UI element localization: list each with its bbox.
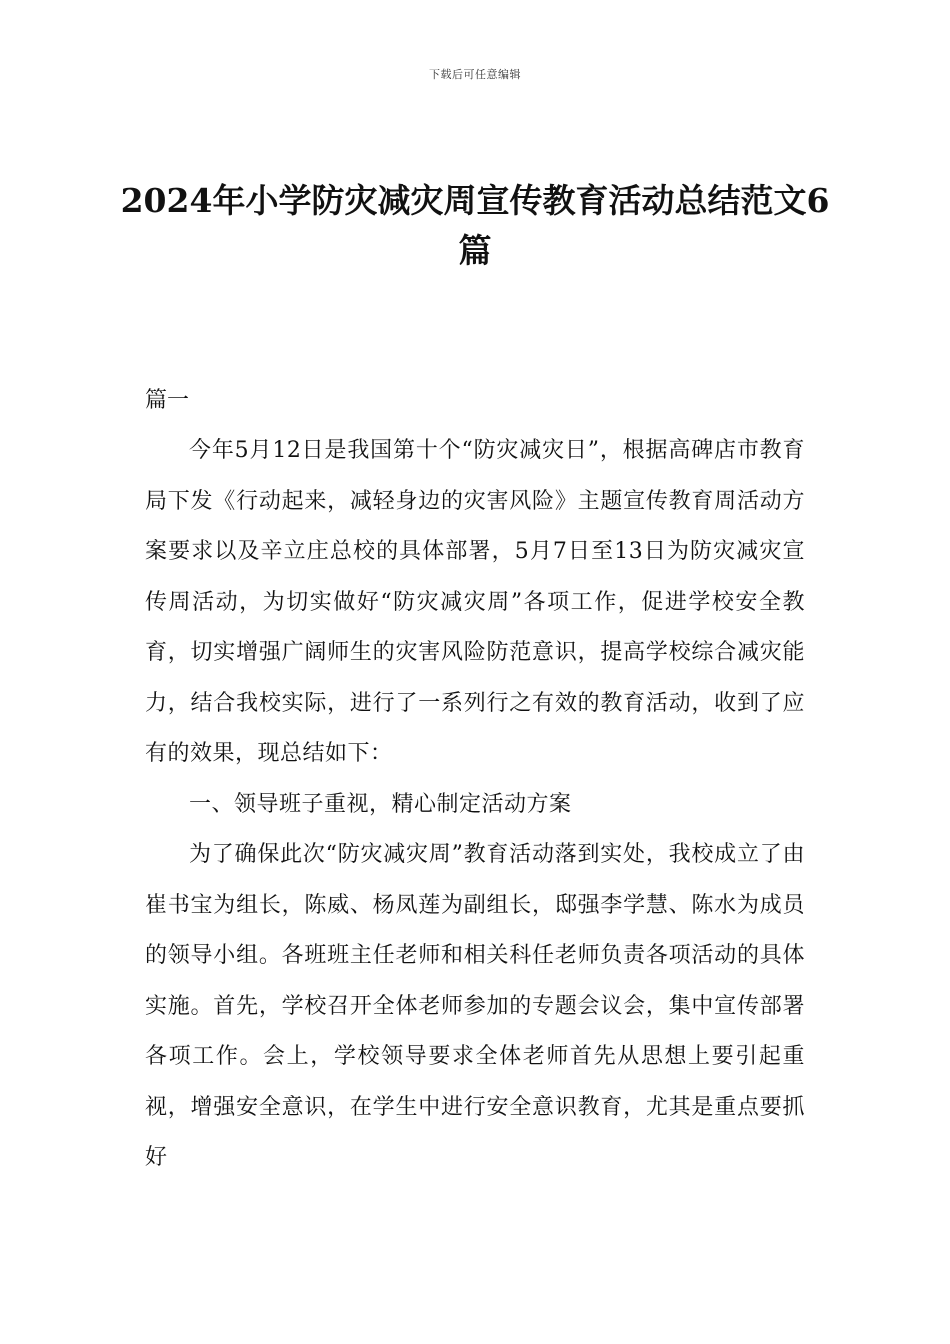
paragraph-intro: 今年5月12日是我国第十个“防灾减灾日”，根据高碑店市教育局下发《行动起来，减轻身边的灾害风险》主题宣传教育周活动方案要求以及辛立庄总校的具体部署，5月7日至13日为防灾减灾宣传周活动，为切实做好“防灾减灾周”各项工作，促进学校安全教育，切实增强广阔师生的灾害风险防范意识，提高学校综合减灾能力，结合我校实际，进行了一系列行之有效的教育活动，收到了应有的效果，现总结如下： [145, 438, 805, 766]
document-body [145, 376, 805, 1184]
paragraph-leadership: 为了确保此次“防灾减灾周”教育活动落到实处，我校成立了由崔书宝为组长，陈威、杨凤莲为副组长，邸强李学慧、陈水为成员的领导小组。各班班主任老师和相关科任老师负责各项活动的具体实施。首先，学校召开全体老师参加的专题会议会，集中宣传部署各项工作。会上，学校领导要求全体老师首先从思想上要引起重视，增强安全意识，在学生中进行安全意识教育，尤其是重点要抓好 [145, 842, 805, 1170]
header-note: 下载后可任意编辑 [429, 68, 521, 81]
section-label: 篇一 [145, 388, 190, 413]
section-heading: 一、领导班子重视，精心制定活动方案 [189, 791, 572, 817]
document-title: 2024年小学防灾减灾周宣传教育活动总结范文6篇 [120, 181, 830, 270]
